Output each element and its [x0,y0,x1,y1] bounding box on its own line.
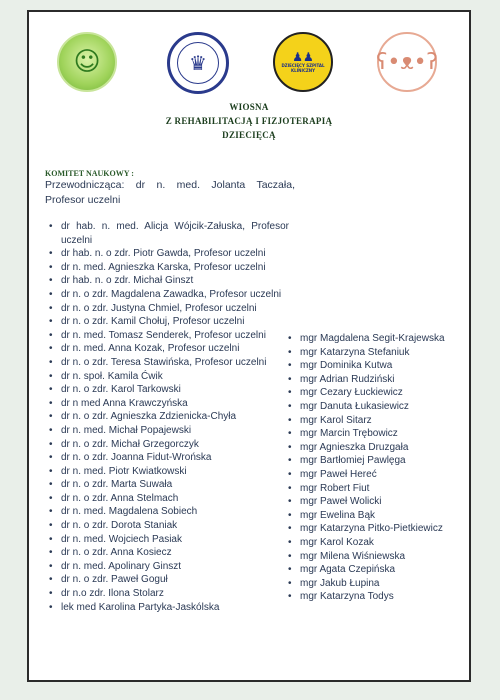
title-line-1: WIOSNA [229,102,269,112]
member-item: • mgr Paweł Wolicki [288,495,463,509]
member-item: • dr n. med. Magdalena Sobiech [49,505,289,519]
child-logo-icon: ☺ [57,32,117,92]
member-item: • mgr Karol Sitarz [288,414,463,428]
member-item: • mgr Bartłomiej Pawlęga [288,454,463,468]
member-item: • mgr Magdalena Segit-Krajewska [288,332,463,346]
member-item: • dr n. med. Piotr Kwiatkowski [49,465,289,479]
member-item: • dr n. o zdr. Marta Suwała [49,478,289,492]
title-line-2: Z REHABILITACJĄ I FIZJOTERAPIĄ [165,116,333,126]
member-item: • dr hab. n. o zdr. Michał Ginszt [49,274,289,288]
document-page [27,10,471,682]
member-item: • mgr Karol Kozak [288,536,463,550]
childrens-hospital-logo-icon: ♟♟ DZIECIĘCY SZPITAL KLINICZNY [273,32,333,92]
member-item: • mgr Katarzyna Todys [288,590,463,604]
member-item: • dr n. med. Agnieszka Karska, Profesor uczelni [49,261,289,275]
member-item: • dr hab. n. med. Alicja Wójcik-Załuska, Profesor uczelni [49,220,289,247]
member-item: • dr n.o zdr. Ilona Stolarz [49,587,289,601]
member-item: • dr n. med. Wojciech Pasiak [49,533,289,547]
committee-heading: KOMITET NAUKOWY : [45,169,134,178]
member-item: • dr n. społ. Kamila Ćwik [49,370,289,384]
member-item: • lek med Karolina Partyka-Jaskólska [49,601,289,615]
members-list-right [288,332,463,604]
member-item: • dr n. o zdr. Anna Stelmach [49,492,289,506]
member-item: • mgr Adrian Rudziński [288,373,463,387]
member-item: • dr n. o zdr. Paweł Goguł [49,573,289,587]
bear-rehabilitation-logo-icon: ʕ•ᴥ•ʔ [377,32,437,92]
member-item: • mgr Marcin Trębowicz [288,427,463,441]
member-item: • dr n. o zdr. Michał Grzegorczyk [49,438,289,452]
title-line-3: DZIECIĘCĄ [222,130,276,140]
committee-chair: Przewodnicząca: dr n. med. Jolanta Taczała, Profesor uczelni [45,179,295,206]
member-item: • dr n. o zdr. Joanna Fidut-Wrońska [49,451,289,465]
member-item: • mgr Ewelina Bąk [288,509,463,523]
member-item: • mgr Jakub Łupina [288,577,463,591]
member-item: • dr hab. n. o zdr. Piotr Gawda, Profesor uczelni [49,247,289,261]
member-item: • dr n. med. Apolinary Ginszt [49,560,289,574]
member-item: • dr n. o zdr. Dorota Staniak [49,519,289,533]
members-list-left [49,220,289,614]
member-item: • dr n med Anna Krawczyńska [49,397,289,411]
member-item: • mgr Robert Fiut [288,482,463,496]
member-item: • dr n. o zdr. Agnieszka Zdzienicka-Chyła [49,410,289,424]
university-seal-icon: ♛ [167,32,229,94]
member-item: • mgr Paweł Hereć [288,468,463,482]
member-item: • dr n. med. Anna Kozak, Profesor uczelni [49,342,289,356]
member-item: • mgr Dominika Kutwa [288,359,463,373]
member-item: • dr n. med. Michał Popajewski [49,424,289,438]
logo-row [29,32,469,98]
member-item: • mgr Katarzyna Pitko-Pietkiewicz [288,522,463,536]
member-item: • dr n. o zdr. Justyna Chmiel, Profesor uczelni [49,302,289,316]
member-item: • mgr Milena Wiśniewska [288,550,463,564]
member-item: • mgr Danuta Łukasiewicz [288,400,463,414]
member-item: • mgr Agnieszka Druzgała [288,441,463,455]
member-item: • dr n. o zdr. Karol Tarkowski [49,383,289,397]
document-title [29,100,469,142]
member-item: • dr n. med. Tomasz Senderek, Profesor uczelni [49,329,289,343]
member-item: • dr n. o zdr. Kamil Chołuj, Profesor uczelni [49,315,289,329]
member-item: • mgr Agata Czepińska [288,563,463,577]
member-item: • dr n. o zdr. Teresa Stawińska, Profesor uczelni [49,356,289,370]
member-item: • mgr Katarzyna Stefaniuk [288,346,463,360]
member-item: • dr n. o zdr. Anna Kosiecz [49,546,289,560]
member-item: • dr n. o zdr. Magdalena Zawadka, Profesor uczelni [49,288,289,302]
member-item: • mgr Cezary Łuckiewicz [288,386,463,400]
